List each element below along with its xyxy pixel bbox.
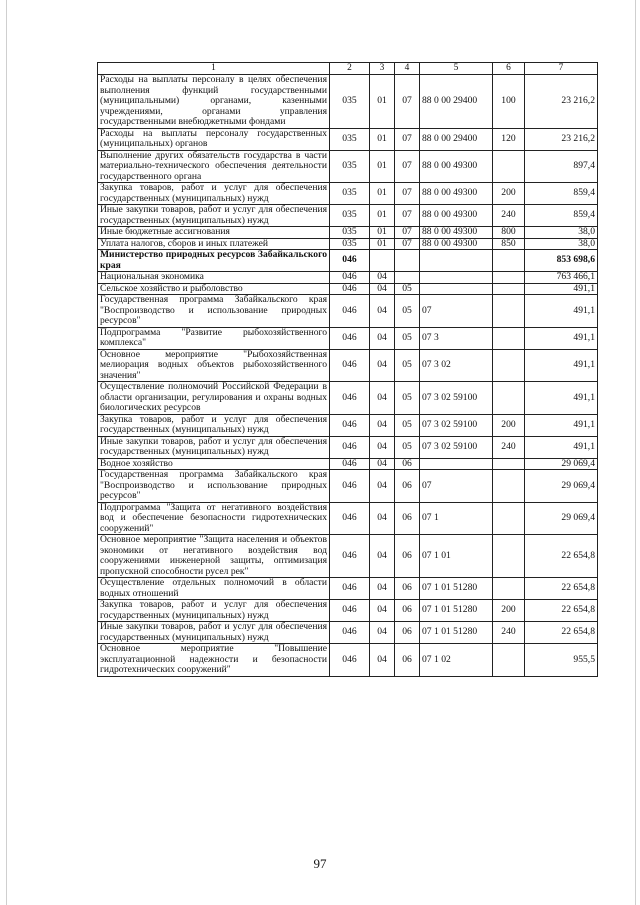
amount-cell: 859,4 xyxy=(525,205,598,227)
ved-code-cell: 046 xyxy=(330,578,370,600)
amount-cell: 38,0 xyxy=(525,238,598,250)
amount-cell: 29 069,4 xyxy=(525,502,598,535)
table-row xyxy=(98,227,598,239)
section-code-cell: 04 xyxy=(370,535,395,578)
row-name-cell: Подпрограмма "Защита от негативного воздействия вод и обеспечение безопасности гидротехнических сооружений" xyxy=(98,502,330,535)
ved-code-cell: 035 xyxy=(330,183,370,205)
table-row xyxy=(98,535,598,578)
target-article-cell xyxy=(420,283,493,295)
target-article-cell: 07 3 02 xyxy=(420,349,493,382)
header-cell-rz: 3 xyxy=(370,63,395,75)
subsection-code-cell xyxy=(395,250,420,272)
subsection-code-cell: 07 xyxy=(395,238,420,250)
ved-code-cell: 046 xyxy=(330,327,370,349)
row-name-cell: Государственная программа Забайкальского края "Воспроизводство и использование природных ресурсов" xyxy=(98,470,330,503)
target-article-cell: 88 0 00 49300 xyxy=(420,150,493,183)
expense-type-cell: 120 xyxy=(493,128,525,150)
header-row xyxy=(98,63,598,75)
amount-cell: 23 216,2 xyxy=(525,75,598,129)
subsection-code-cell: 07 xyxy=(395,128,420,150)
target-article-cell: 88 0 00 49300 xyxy=(420,183,493,205)
subsection-code-cell: 06 xyxy=(395,644,420,677)
table-row xyxy=(98,327,598,349)
row-name-cell: Иные бюджетные ассигнования xyxy=(98,227,330,239)
section-code-cell: 01 xyxy=(370,150,395,183)
table-row xyxy=(98,283,598,295)
table-row xyxy=(98,458,598,470)
target-article-cell: 07 1 01 51280 xyxy=(420,600,493,622)
table-row xyxy=(98,578,598,600)
amount-cell: 22 654,8 xyxy=(525,600,598,622)
expense-type-cell xyxy=(493,349,525,382)
ved-code-cell: 046 xyxy=(330,644,370,677)
subsection-code-cell: 05 xyxy=(395,295,420,328)
expense-type-cell xyxy=(493,295,525,328)
row-name-cell: Государственная программа Забайкальского края "Воспроизводство и использование природных ресурсов" xyxy=(98,295,330,328)
amount-cell: 491,1 xyxy=(525,327,598,349)
target-article-cell xyxy=(420,272,493,284)
section-code-cell: 01 xyxy=(370,183,395,205)
expense-type-cell: 200 xyxy=(493,600,525,622)
amount-cell: 853 698,6 xyxy=(525,250,598,272)
expense-type-cell: 800 xyxy=(493,227,525,239)
ved-code-cell: 046 xyxy=(330,283,370,295)
amount-cell: 38,0 xyxy=(525,227,598,239)
section-code-cell xyxy=(370,250,395,272)
ved-code-cell: 035 xyxy=(330,150,370,183)
table-row xyxy=(98,205,598,227)
budget-table xyxy=(97,62,598,677)
amount-cell: 29 069,4 xyxy=(525,470,598,503)
subsection-code-cell: 06 xyxy=(395,600,420,622)
table-row xyxy=(98,150,598,183)
table-row xyxy=(98,502,598,535)
expense-type-cell xyxy=(493,283,525,295)
target-article-cell: 07 1 xyxy=(420,502,493,535)
subsection-code-cell: 05 xyxy=(395,436,420,458)
table-row xyxy=(98,238,598,250)
subsection-code-cell: 05 xyxy=(395,327,420,349)
amount-cell: 491,1 xyxy=(525,382,598,415)
ved-code-cell: 035 xyxy=(330,205,370,227)
row-name-cell: Иные закупки товаров, работ и услуг для обеспечения государственных (муниципальных) нужд xyxy=(98,622,330,644)
section-code-cell: 01 xyxy=(370,128,395,150)
amount-cell: 22 654,8 xyxy=(525,622,598,644)
expense-type-cell: 200 xyxy=(493,414,525,436)
expense-type-cell: 240 xyxy=(493,436,525,458)
subsection-code-cell: 07 xyxy=(395,205,420,227)
section-code-cell: 04 xyxy=(370,382,395,415)
section-code-cell: 04 xyxy=(370,502,395,535)
section-code-cell: 01 xyxy=(370,75,395,129)
section-code-cell: 04 xyxy=(370,600,395,622)
expense-type-cell xyxy=(493,470,525,503)
section-code-cell: 01 xyxy=(370,205,395,227)
expense-type-cell xyxy=(493,150,525,183)
section-code-cell: 04 xyxy=(370,622,395,644)
ved-code-cell: 046 xyxy=(330,436,370,458)
row-name-cell: Национальная экономика xyxy=(98,272,330,284)
header-cell-name: 1 xyxy=(98,63,330,75)
row-name-cell: Закупка товаров, работ и услуг для обеспечения государственных (муниципальных) нужд xyxy=(98,183,330,205)
table-row xyxy=(98,128,598,150)
table-body xyxy=(98,63,598,677)
row-name-cell: Водное хозяйство xyxy=(98,458,330,470)
row-name-cell: Основное мероприятие "Повышение эксплуатационной надежности и безопасности гидротехнических сооружений" xyxy=(98,644,330,677)
ved-code-cell: 046 xyxy=(330,470,370,503)
table-row xyxy=(98,622,598,644)
table-row xyxy=(98,295,598,328)
expense-type-cell xyxy=(493,458,525,470)
row-name-cell: Закупка товаров, работ и услуг для обеспечения государственных (муниципальных) нужд xyxy=(98,414,330,436)
ved-code-cell: 046 xyxy=(330,349,370,382)
subsection-code-cell: 05 xyxy=(395,414,420,436)
subsection-code-cell: 07 xyxy=(395,183,420,205)
section-code-cell: 04 xyxy=(370,470,395,503)
amount-cell: 491,1 xyxy=(525,436,598,458)
ved-code-cell: 035 xyxy=(330,75,370,129)
ved-code-cell: 046 xyxy=(330,250,370,272)
subsection-code-cell: 06 xyxy=(395,535,420,578)
ved-code-cell: 035 xyxy=(330,227,370,239)
row-name-cell: Расходы на выплаты персоналу государственных (муниципальных) органов xyxy=(98,128,330,150)
subsection-code-cell xyxy=(395,272,420,284)
target-article-cell xyxy=(420,458,493,470)
section-code-cell: 04 xyxy=(370,436,395,458)
row-name-cell: Закупка товаров, работ и услуг для обеспечения государственных (муниципальных) нужд xyxy=(98,600,330,622)
subsection-code-cell: 05 xyxy=(395,283,420,295)
table-row xyxy=(98,414,598,436)
row-name-cell: Подпрограмма "Развитие рыбохозяйственного комплекса" xyxy=(98,327,330,349)
amount-cell: 491,1 xyxy=(525,349,598,382)
target-article-cell: 07 3 02 59100 xyxy=(420,436,493,458)
target-article-cell: 88 0 00 29400 xyxy=(420,75,493,129)
target-article-cell: 07 3 02 59100 xyxy=(420,414,493,436)
section-code-cell: 01 xyxy=(370,227,395,239)
row-name-cell: Министерство природных ресурсов Забайкальского края xyxy=(98,250,330,272)
amount-cell: 955,5 xyxy=(525,644,598,677)
section-code-cell: 04 xyxy=(370,644,395,677)
table-row xyxy=(98,436,598,458)
amount-cell: 491,1 xyxy=(525,283,598,295)
target-article-cell: 07 xyxy=(420,295,493,328)
ved-code-cell: 046 xyxy=(330,622,370,644)
subsection-code-cell: 06 xyxy=(395,502,420,535)
table-row xyxy=(98,349,598,382)
ved-code-cell: 046 xyxy=(330,502,370,535)
table-row xyxy=(98,272,598,284)
header-cell-pr: 4 xyxy=(395,63,420,75)
target-article-cell: 88 0 00 49300 xyxy=(420,205,493,227)
expense-type-cell: 850 xyxy=(493,238,525,250)
expense-type-cell xyxy=(493,535,525,578)
table-row xyxy=(98,644,598,677)
scan-edge-left xyxy=(6,0,7,905)
expense-type-cell xyxy=(493,250,525,272)
subsection-code-cell: 07 xyxy=(395,75,420,129)
expense-type-cell: 240 xyxy=(493,205,525,227)
row-name-cell: Основное мероприятие "Защита населения и объектов экономики от негативного воздействия вод сооружениями инженерной защиты, оптимизация пропускной способности русел рек" xyxy=(98,535,330,578)
subsection-code-cell: 06 xyxy=(395,458,420,470)
amount-cell: 897,4 xyxy=(525,150,598,183)
target-article-cell: 07 1 01 51280 xyxy=(420,622,493,644)
header-cell-sum: 7 xyxy=(525,63,598,75)
scan-edge-right xyxy=(635,0,636,905)
expense-type-cell xyxy=(493,644,525,677)
target-article-cell: 88 0 00 49300 xyxy=(420,227,493,239)
target-article-cell: 07 1 01 xyxy=(420,535,493,578)
header-cell-vr: 6 xyxy=(493,63,525,75)
section-code-cell: 04 xyxy=(370,295,395,328)
section-code-cell: 04 xyxy=(370,349,395,382)
expense-type-cell: 100 xyxy=(493,75,525,129)
expense-type-cell xyxy=(493,502,525,535)
row-name-cell: Осуществление полномочий Российской Федерации в области организации, регулирования и охраны водных биологических ресурсов xyxy=(98,382,330,415)
ved-code-cell: 046 xyxy=(330,458,370,470)
table-row xyxy=(98,382,598,415)
row-name-cell: Иные закупки товаров, работ и услуг для обеспечения государственных (муниципальных) нужд xyxy=(98,205,330,227)
subsection-code-cell: 05 xyxy=(395,349,420,382)
section-code-cell: 04 xyxy=(370,578,395,600)
expense-type-cell: 240 xyxy=(493,622,525,644)
subsection-code-cell: 06 xyxy=(395,578,420,600)
section-code-cell: 04 xyxy=(370,414,395,436)
subsection-code-cell: 07 xyxy=(395,150,420,183)
ved-code-cell: 046 xyxy=(330,382,370,415)
target-article-cell: 07 3 xyxy=(420,327,493,349)
row-name-cell: Основное мероприятие "Рыбохозяйственная мелиорация водных объектов рыбохозяйственного значения" xyxy=(98,349,330,382)
ved-code-cell: 035 xyxy=(330,128,370,150)
amount-cell: 22 654,8 xyxy=(525,535,598,578)
amount-cell: 859,4 xyxy=(525,183,598,205)
expense-type-cell xyxy=(493,578,525,600)
target-article-cell: 88 0 00 49300 xyxy=(420,238,493,250)
table-row xyxy=(98,75,598,129)
table-row xyxy=(98,183,598,205)
target-article-cell: 07 xyxy=(420,470,493,503)
target-article-cell: 88 0 00 29400 xyxy=(420,128,493,150)
section-code-cell: 04 xyxy=(370,283,395,295)
header-cell-ved: 2 xyxy=(330,63,370,75)
ved-code-cell: 046 xyxy=(330,272,370,284)
subsection-code-cell: 06 xyxy=(395,470,420,503)
row-name-cell: Сельское хозяйство и рыболовство xyxy=(98,283,330,295)
amount-cell: 763 466,1 xyxy=(525,272,598,284)
target-article-cell: 07 1 02 xyxy=(420,644,493,677)
ved-code-cell: 035 xyxy=(330,238,370,250)
section-code-cell: 04 xyxy=(370,272,395,284)
table-row xyxy=(98,470,598,503)
header-cell-csr: 5 xyxy=(420,63,493,75)
row-name-cell: Уплата налогов, сборов и иных платежей xyxy=(98,238,330,250)
target-article-cell xyxy=(420,250,493,272)
ved-code-cell: 046 xyxy=(330,535,370,578)
table-row xyxy=(98,250,598,272)
target-article-cell: 07 3 02 59100 xyxy=(420,382,493,415)
row-name-cell: Осуществление отдельных полномочий в области водных отношений xyxy=(98,578,330,600)
ved-code-cell: 046 xyxy=(330,414,370,436)
expense-type-cell: 200 xyxy=(493,183,525,205)
table-row xyxy=(98,600,598,622)
subsection-code-cell: 06 xyxy=(395,622,420,644)
row-name-cell: Иные закупки товаров, работ и услуг для обеспечения государственных (муниципальных) нужд xyxy=(98,436,330,458)
row-name-cell: Расходы на выплаты персоналу в целях обеспечения выполнения функций государственными (муниципальными) органами, казенными учреждениями, органами управления государственными внебюджетными фондами xyxy=(98,75,330,129)
amount-cell: 22 654,8 xyxy=(525,578,598,600)
subsection-code-cell: 05 xyxy=(395,382,420,415)
row-name-cell: Выполнение других обязательств государства в части материально-технического обеспечения деятельности государственного органа xyxy=(98,150,330,183)
target-article-cell: 07 1 01 51280 xyxy=(420,578,493,600)
section-code-cell: 04 xyxy=(370,458,395,470)
section-code-cell: 04 xyxy=(370,327,395,349)
page-number: 97 xyxy=(313,856,327,871)
amount-cell: 491,1 xyxy=(525,414,598,436)
expense-type-cell xyxy=(493,382,525,415)
amount-cell: 23 216,2 xyxy=(525,128,598,150)
amount-cell: 29 069,4 xyxy=(525,458,598,470)
ved-code-cell: 046 xyxy=(330,600,370,622)
expense-type-cell xyxy=(493,327,525,349)
amount-cell: 491,1 xyxy=(525,295,598,328)
subsection-code-cell: 07 xyxy=(395,227,420,239)
section-code-cell: 01 xyxy=(370,238,395,250)
ved-code-cell: 046 xyxy=(330,295,370,328)
expense-type-cell xyxy=(493,272,525,284)
